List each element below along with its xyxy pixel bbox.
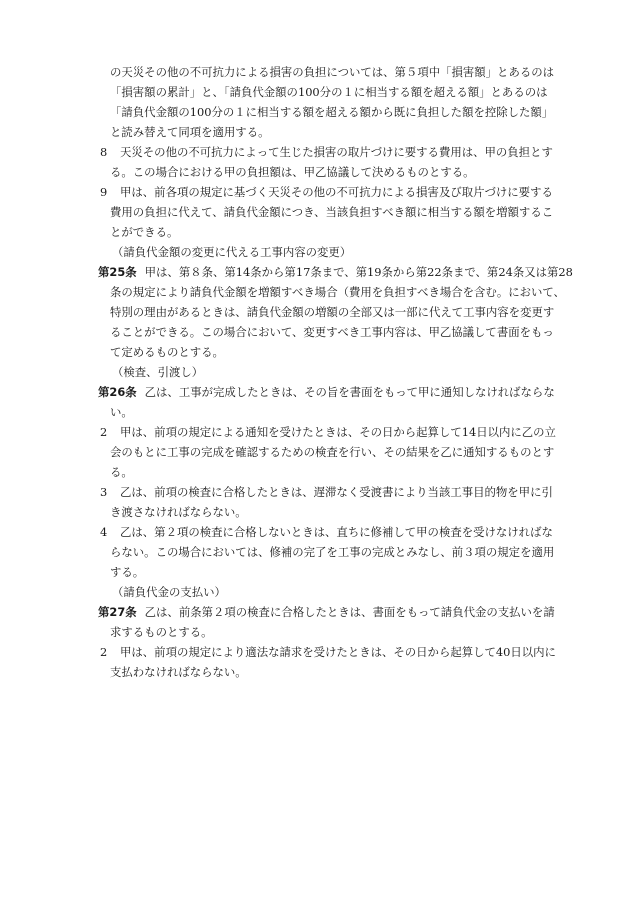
article-text: 乙は、工事が完成したときは、その旨を書面をもって甲に通知しなければならな — [144, 385, 555, 399]
text-line: き渡さなければならない。 — [110, 505, 247, 519]
text-line: 求するものとする。 — [110, 625, 213, 639]
text-line: 支払わなければならない。 — [110, 665, 247, 679]
clause-number: 4 — [100, 525, 108, 539]
clause-first-line — [98, 142, 574, 162]
clause-text: 甲は、前項の規定による通知を受けたときは、その日から起算して14日以内に乙の立 — [120, 425, 556, 439]
text-line: 「損害額の累計」と、「請負代金額の100分の１に相当する額を超える額」とあるのは — [110, 85, 548, 99]
clause-item — [98, 182, 574, 242]
clause-number: 9 — [100, 185, 108, 199]
text-line: い。 — [110, 405, 133, 419]
text-line: て定めるものとする。 — [110, 345, 224, 359]
clause-text: 乙は、第２項の検査に合格しないときは、直ちに修補して甲の検査を受けなければな — [120, 525, 553, 539]
article-first-line — [98, 262, 574, 282]
clause-first-line — [98, 642, 574, 662]
text-line: 条の規定により請負代金額を増額すべき場合（費用を負担すべき場合を含む。において、 — [110, 285, 565, 299]
text-line: する。 — [110, 565, 145, 579]
article-number: 第25条 — [98, 265, 137, 279]
article-number: 第26条 — [98, 385, 137, 399]
text-line: 「請負代金額の100分の１に相当する額を超える額から既に負担した額を控除した額」 — [110, 105, 554, 119]
heading-text: （検査、引渡し） — [112, 365, 204, 379]
article-first-line — [98, 602, 574, 622]
clause-text: 甲は、前各項の規定に基づく天災その他の不可抗力による損害及び取片づけに要する — [120, 185, 553, 199]
article-text: 乙は、前条第２項の検査に合格したときは、書面をもって請負代金の支払いを請 — [144, 605, 555, 619]
article-first-line — [98, 382, 574, 402]
clause-text: 天災その他の不可抗力によって生じた損害の取片づけに要する費用は、甲の負担とす — [120, 145, 553, 159]
text-line: らない。この場合においては、修補の完了を工事の完成とみなし、前３項の規定を適用 — [110, 545, 555, 559]
text-line: と読み替えて同項を適用する。 — [110, 125, 270, 139]
clause-first-line — [98, 422, 574, 442]
section-heading — [98, 582, 574, 602]
continuation-block — [98, 62, 574, 142]
text-line: 会のもとに工事の完成を確認するための検査を行い、その結果を乙に通知するものとす — [110, 445, 555, 459]
text-line: 費用の負担に代えて、請負代金額につき、当該負担すべき額に相当する額を増額するこ — [110, 205, 554, 219]
text-line: ることができる。この場合において、変更すべき工事内容は、甲乙協議して書面をもっ — [110, 325, 554, 339]
document-page — [98, 62, 574, 682]
clause-item — [98, 642, 574, 682]
clause-number: 2 — [100, 425, 108, 439]
article-text: 甲は、第８条、第14条から第17条まで、第19条から第22条まで、第24条又は第28 — [144, 265, 573, 279]
clause-item — [98, 482, 574, 522]
article-number: 第27条 — [98, 605, 137, 619]
section-heading — [98, 362, 574, 382]
heading-text: （請負代金の支払い） — [112, 585, 226, 599]
text-line: とができる。 — [110, 225, 179, 239]
section-heading — [98, 242, 574, 262]
text-line: 特別の理由があるときは、請負代金額の増額の全部又は一部に代えて工事内容を変更す — [110, 305, 555, 319]
text-line: る。 — [110, 465, 133, 479]
clause-text: 乙は、前項の検査に合格したときは、遅滞なく受渡書により当該工事目的物を甲に引 — [120, 485, 553, 499]
article-block — [98, 262, 574, 362]
text-line: る。この場合における甲の負担額は、甲乙協議して決めるものとする。 — [110, 165, 475, 179]
clause-item — [98, 142, 574, 182]
clause-number: 8 — [100, 145, 108, 159]
clause-text: 甲は、前項の規定により適法な請求を受けたときは、その日から起算して40日以内に — [120, 645, 556, 659]
article-block — [98, 382, 574, 422]
article-block — [98, 602, 574, 642]
clause-item — [98, 422, 574, 482]
heading-text: （請負代金額の変更に代える工事内容の変更） — [112, 245, 352, 259]
clause-first-line — [98, 522, 574, 542]
clause-first-line — [98, 182, 574, 202]
clause-first-line — [98, 482, 574, 502]
text-line: の天災その他の不可抗力による損害の負担については、第５項中「損害額」とあるのは — [110, 65, 555, 79]
clause-number: 3 — [100, 485, 108, 499]
clause-item — [98, 522, 574, 582]
clause-number: 2 — [100, 645, 108, 659]
